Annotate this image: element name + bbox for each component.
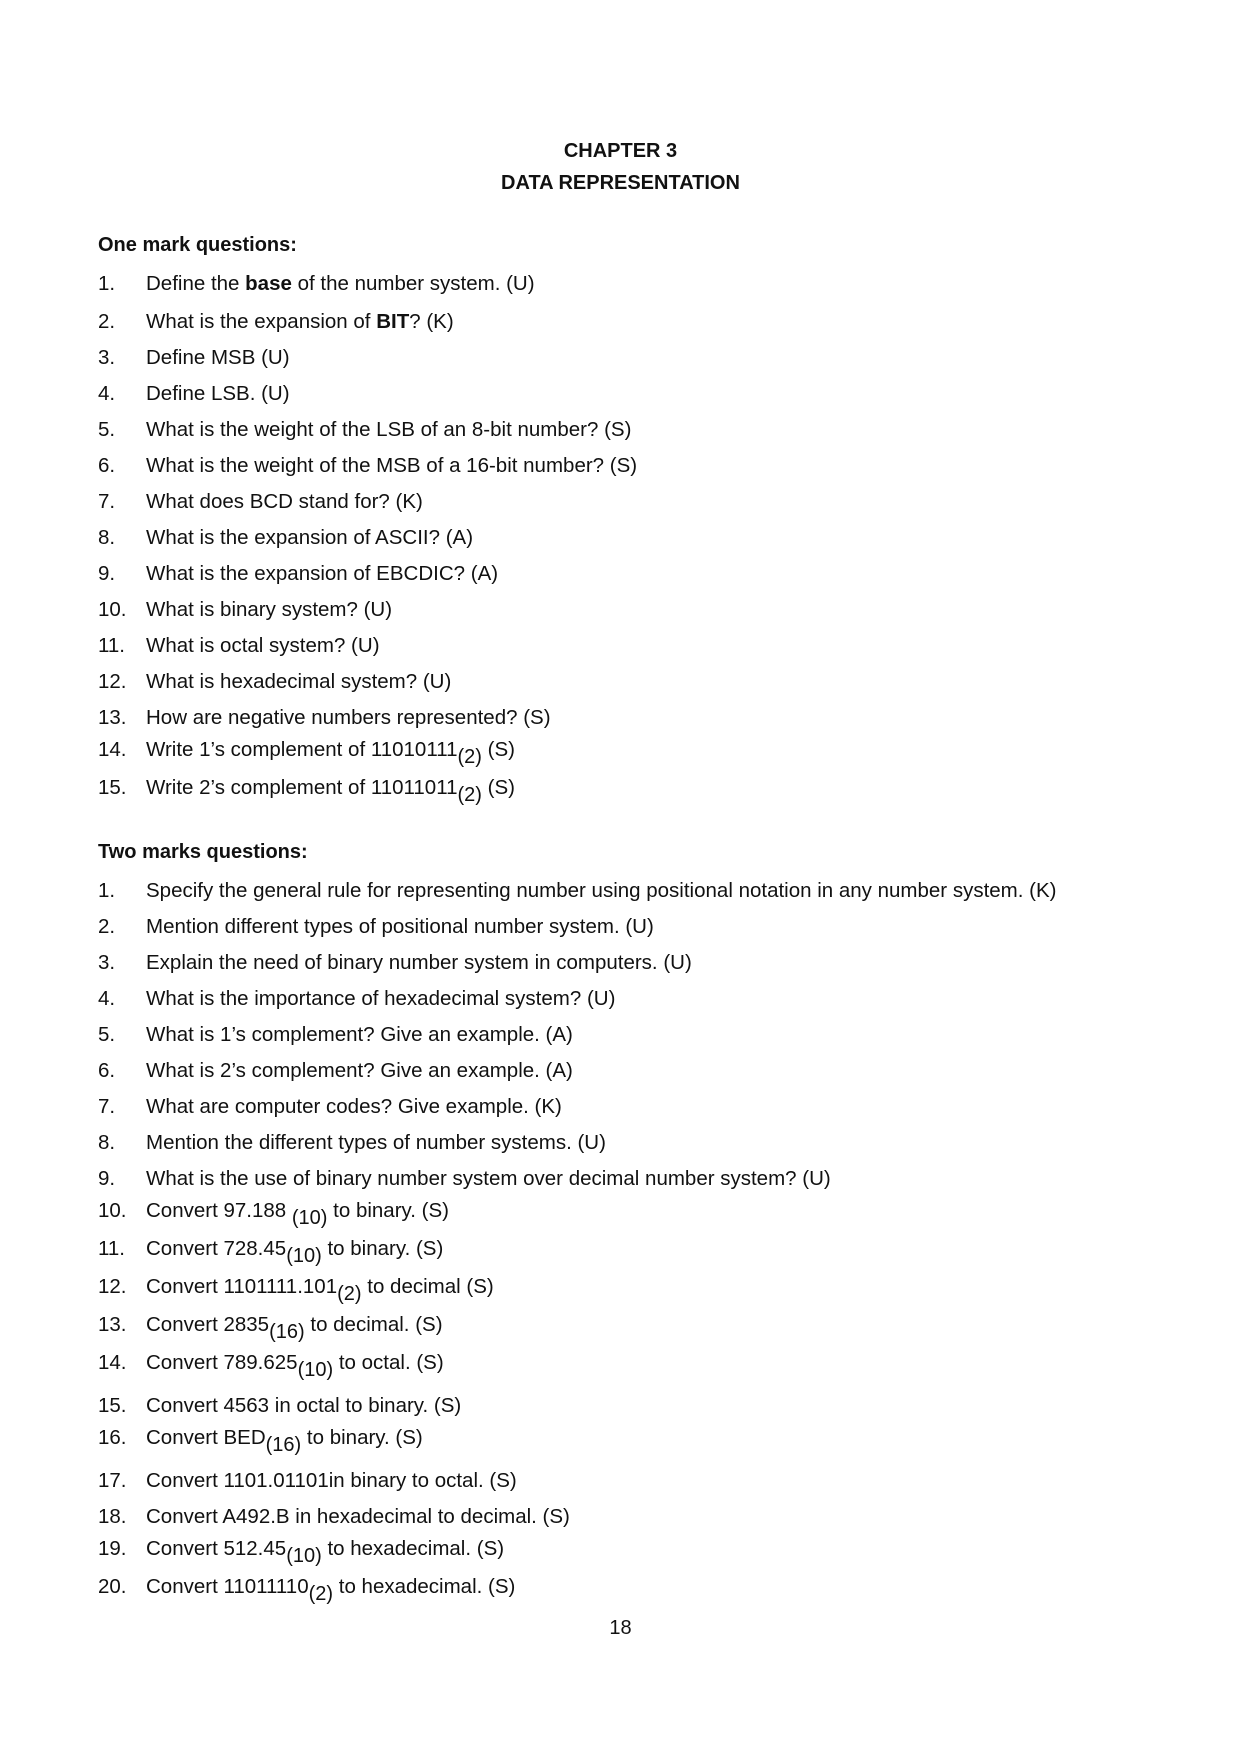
question-number: 14. [98, 738, 127, 761]
question-text: What is octal system? (U) [146, 634, 380, 657]
question-number: 8. [98, 1131, 116, 1154]
question-number: 4. [98, 987, 116, 1010]
one-mark-question [98, 524, 473, 552]
question-text: Convert 1101111.101 [146, 1275, 338, 1298]
base-subscript: (10) [291, 1207, 328, 1229]
question-number: 7. [98, 1095, 116, 1118]
question-number: 10. [98, 1199, 127, 1222]
two-marks-question [98, 1503, 570, 1531]
base-subscript: (2) [457, 784, 482, 806]
two-marks-question [98, 1057, 573, 1085]
question-number: 1. [98, 272, 116, 295]
base-subscript: (2) [457, 746, 482, 768]
question-number: 20. [98, 1575, 127, 1598]
one-mark-question [98, 668, 451, 696]
two-marks-question [98, 1021, 573, 1049]
question-text: Mention different types of positional number system. (U) [146, 915, 654, 938]
question-number: 13. [98, 706, 127, 729]
two-marks-question [98, 1273, 494, 1305]
two-marks-question [98, 1349, 444, 1381]
question-number: 13. [98, 1313, 127, 1336]
question-text: of the number system. (U) [291, 272, 535, 295]
question-text: What is binary system? (U) [146, 598, 393, 621]
two-marks-question [98, 1392, 461, 1420]
question-number: 3. [98, 346, 116, 369]
one-mark-question [98, 704, 551, 732]
question-text: Define LSB. (U) [146, 382, 290, 405]
question-text: What is the expansion of [146, 310, 377, 333]
question-number: 19. [98, 1537, 127, 1560]
one-mark-question [98, 380, 290, 408]
two-marks-question [98, 1235, 444, 1267]
two-marks-question [98, 877, 1056, 905]
two-marks-question [98, 1129, 606, 1157]
question-text: Convert 97.188 [146, 1199, 292, 1222]
question-text: Mention the different types of number systems. (U) [146, 1131, 606, 1154]
one-mark-question [98, 308, 454, 336]
base-subscript: (16) [269, 1321, 305, 1343]
question-text: What is 1’s complement? Give an example. (A) [146, 1023, 573, 1046]
question-text: Define MSB (U) [146, 346, 290, 369]
one-mark-question [98, 774, 515, 806]
question-number: 4. [98, 382, 116, 405]
two-marks-question [98, 1093, 562, 1121]
question-text: What is the weight of the MSB of a 16-bit number? (S) [146, 454, 638, 477]
question-number: 12. [98, 670, 127, 693]
question-number: 7. [98, 490, 116, 513]
question-number: 9. [98, 562, 116, 585]
base-subscript: (16) [265, 1434, 302, 1456]
question-number: 14. [98, 1351, 127, 1374]
one-mark-question [98, 632, 380, 660]
one-mark-question [98, 596, 392, 624]
two-marks-heading: Two marks questions: [98, 841, 308, 863]
question-text: Convert BED [146, 1426, 266, 1449]
question-text: What is the importance of hexadecimal system? (U) [146, 987, 616, 1010]
question-text: (S) [481, 738, 515, 761]
base-subscript: (2) [308, 1583, 334, 1605]
question-number: 8. [98, 526, 116, 549]
page-number: 18 [609, 1617, 632, 1639]
question-text: Convert 512.45 [146, 1537, 287, 1560]
question-number: 6. [98, 1059, 116, 1082]
question-text: Convert 11011110 [146, 1575, 309, 1598]
question-text: Write 1’s complement of 11010111 [146, 738, 458, 761]
question-text: How are negative numbers represented? (S) [146, 706, 551, 729]
question-text: to binary. (S) [321, 1237, 444, 1260]
question-text: Write 2’s complement of 11011011 [146, 776, 458, 799]
question-number: 11. [98, 634, 125, 657]
question-text: Convert 789.625 [146, 1351, 298, 1374]
question-number: 15. [98, 776, 127, 799]
question-text: What is the expansion of ASCII? (A) [146, 526, 474, 549]
question-number: 11. [98, 1237, 125, 1260]
question-text: What is the weight of the LSB of an 8-bit number? (S) [146, 418, 632, 441]
question-text: Define the [146, 272, 246, 295]
question-text: to decimal (S) [361, 1275, 494, 1298]
one-mark-question [98, 344, 290, 372]
question-text: What is 2’s complement? Give an example. (A) [146, 1059, 573, 1082]
question-text: What does BCD stand for? (K) [146, 490, 423, 513]
question-text: What is the use of binary number system over decimal number system? (U) [146, 1167, 831, 1190]
question-number: 18. [98, 1505, 127, 1528]
question-text: to binary. (S) [327, 1199, 449, 1222]
question-text: Convert 728.45 [146, 1237, 287, 1260]
chapter-subtitle: DATA REPRESENTATION [501, 172, 740, 194]
two-marks-question [98, 1535, 505, 1567]
question-bold-term: BIT [376, 310, 410, 333]
question-number: 5. [98, 418, 116, 441]
question-text: Convert A492.B in hexadecimal to decimal. (S) [146, 1505, 570, 1528]
one-mark-question [98, 488, 423, 516]
two-marks-question [98, 985, 615, 1013]
question-text: to octal. (S) [333, 1351, 444, 1374]
two-marks-question [98, 913, 654, 941]
question-number: 3. [98, 951, 116, 974]
one-mark-question [98, 452, 637, 480]
question-text: What are computer codes? Give example. (K) [146, 1095, 562, 1118]
two-marks-question [98, 1467, 517, 1495]
two-marks-question [98, 1573, 516, 1605]
two-marks-question [98, 1197, 449, 1229]
one-mark-question [98, 270, 535, 298]
two-marks-question [98, 949, 692, 977]
question-text: ? (K) [409, 310, 454, 333]
question-text: to decimal. (S) [304, 1313, 443, 1336]
base-subscript: (10) [286, 1245, 322, 1267]
question-number: 15. [98, 1394, 127, 1417]
question-text: Convert 1101.01101in binary to octal. (S) [146, 1469, 517, 1492]
question-text: to binary. (S) [301, 1426, 423, 1449]
question-text: (S) [481, 776, 515, 799]
question-text: to hexadecimal. (S) [321, 1537, 505, 1560]
question-text: Explain the need of binary number system in computers. (U) [146, 951, 692, 974]
question-text: What is the expansion of EBCDIC? (A) [146, 562, 499, 585]
question-text: Specify the general rule for representing number using positional notation in any number system. (K) [146, 879, 1057, 902]
question-bold-term: base [245, 272, 292, 295]
question-number: 2. [98, 310, 116, 333]
question-number: 2. [98, 915, 116, 938]
two-marks-question [98, 1165, 831, 1193]
one-mark-question [98, 416, 631, 444]
question-text: Convert 2835 [146, 1313, 270, 1336]
question-number: 16. [98, 1426, 127, 1449]
base-subscript: (10) [297, 1359, 334, 1381]
two-marks-question [98, 1424, 423, 1456]
question-number: 12. [98, 1275, 127, 1298]
question-number: 10. [98, 598, 127, 621]
question-number: 9. [98, 1167, 116, 1190]
question-text: Convert 4563 in octal to binary. (S) [146, 1394, 462, 1417]
question-number: 17. [98, 1469, 127, 1492]
question-number: 1. [98, 879, 116, 902]
base-subscript: (10) [286, 1545, 322, 1567]
base-subscript: (2) [337, 1283, 362, 1305]
question-number: 6. [98, 454, 116, 477]
one-mark-question [98, 736, 515, 768]
one-mark-heading: One mark questions: [98, 234, 297, 256]
question-number: 5. [98, 1023, 116, 1046]
one-mark-question [98, 560, 498, 588]
two-marks-question [98, 1311, 443, 1343]
question-text: What is hexadecimal system? (U) [146, 670, 452, 693]
chapter-title: CHAPTER 3 [563, 140, 678, 162]
question-text: to hexadecimal. (S) [333, 1575, 516, 1598]
